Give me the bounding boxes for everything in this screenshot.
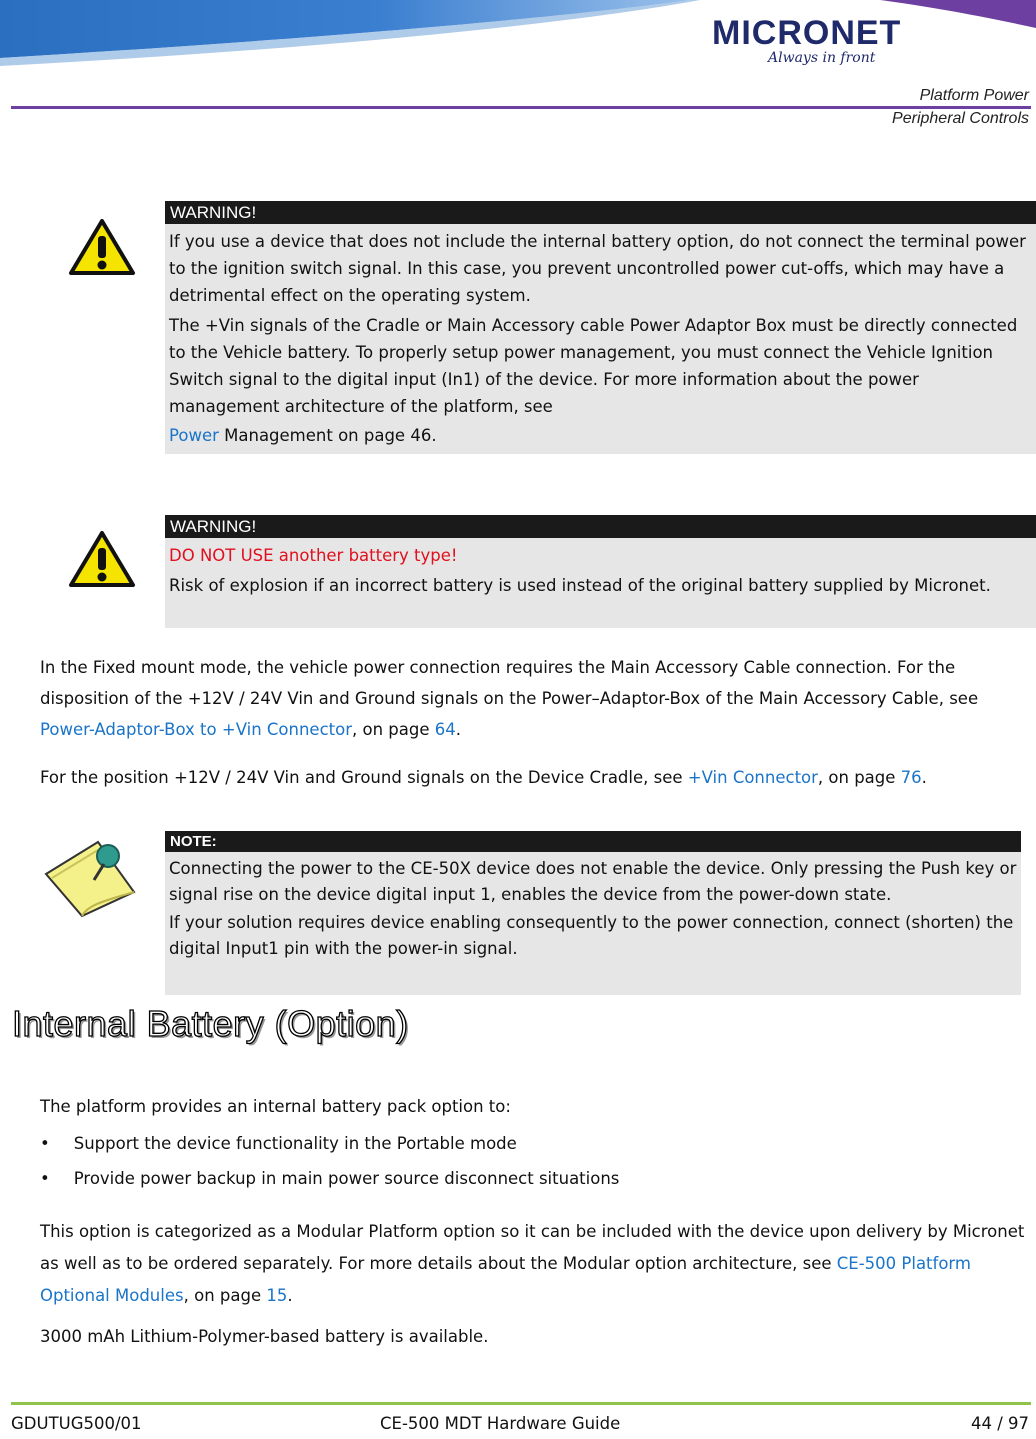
header-title-line2: Peripheral Controls: [892, 110, 1029, 127]
vin-connector-link[interactable]: +Vin Connector: [687, 768, 818, 787]
warning2-paragraph-2: Risk of explosion if an incorrect battery is used instead of the original battery supplied by Micronet.: [169, 576, 991, 595]
warning-box-1: [165, 201, 1036, 454]
warning-icon: [68, 530, 136, 588]
footer-doc-title: CE-500 MDT Hardware Guide: [380, 1414, 621, 1433]
page-76-link[interactable]: 76: [900, 768, 922, 787]
note-paragraph-1: Connecting the power to the CE-50X device does not enable the device. Only pressing the Push key or signal rise on the device digital input 1, enables the device from the power-down state.: [169, 859, 1017, 904]
warning2-paragraph-1: DO NOT USE another battery type!: [169, 546, 458, 565]
micronet-logo: MICRONET Always in front: [712, 14, 902, 66]
cradle-paragraph: For the position +12V / 24V Vin and Ground signals on the Device Cradle, see +Vin Connector, on page 76.: [40, 768, 927, 787]
header-title-line1: Platform Power: [919, 87, 1029, 104]
note-paragraph-2: If your solution requires device enabling consequently to the power connection, connect (shorten) the digital Input1 pin with the power-in signal.: [169, 913, 1014, 958]
fixed-mount-paragraph: In the Fixed mount mode, the vehicle power connection requires the Main Accessory Cable connection. For the disposition of the +12V / 24V Vin and Ground signals on the Power–Adaptor-Box of the Main Accessory Cable, see Power-Adaptor-Box to +Vin Connector, on page 64.: [40, 658, 979, 739]
list-item: • Provide power backup in main power source disconnect situations: [40, 1169, 620, 1188]
footer-page-number: 44 / 97: [970, 1414, 1029, 1433]
battery-capacity-text: 3000 mAh Lithium-Polymer-based battery is available.: [40, 1327, 489, 1346]
section-intro: The platform provides an internal battery pack option to:: [40, 1097, 511, 1116]
warning1-paragraph-2: The +Vin signals of the Cradle or Main Accessory cable Power Adaptor Box must be directly connected to the Vehicle battery. To properly setup power management, you must connect the Vehicle Ignition Switch signal to the digital input (In1) of the device. For more information about the power management architecture of the platform, see: [169, 316, 1018, 416]
warning-box-2: [165, 515, 1036, 628]
list-item: • Support the device functionality in the Portable mode: [40, 1134, 517, 1153]
page-15-link[interactable]: 15: [266, 1286, 288, 1305]
note-pin-icon: [38, 834, 138, 918]
modular-option-paragraph: This option is categorized as a Modular Platform option so it can be included with the device upon delivery by Micronet as well as to be ordered separately. For more details about the Modular option architecture, see CE-500 Platform Optional Modules, on page 15.: [40, 1222, 1025, 1305]
footer-doc-id: GDUTUG500/01: [11, 1414, 142, 1433]
power-management-link[interactable]: Power: [169, 426, 219, 445]
optional-modules-link[interactable]: CE-500 Platform Optional Modules: [40, 1254, 971, 1305]
section-heading: Internal Battery (Option): [12, 1003, 409, 1044]
warning-title: WARNING!: [165, 201, 1036, 224]
warning-icon: [68, 218, 136, 276]
header-divider: [11, 106, 1031, 109]
note-title: NOTE:: [165, 831, 1021, 852]
warning-title: WARNING!: [165, 515, 1036, 538]
footer-divider: [11, 1402, 1031, 1405]
note-box: [165, 831, 1021, 995]
warning1-paragraph-1: If you use a device that does not include the internal battery option, do not connect the terminal power to the ignition switch signal. In this case, you prevent uncontrolled power cut-offs, which may have a detrimental effect on the operating system.: [169, 232, 1026, 305]
warning1-paragraph-3: Power Management on page 46.: [169, 426, 437, 445]
power-adaptor-box-link[interactable]: Power-Adaptor-Box to +Vin Connector: [40, 720, 353, 739]
page-64-link[interactable]: 64: [434, 720, 456, 739]
